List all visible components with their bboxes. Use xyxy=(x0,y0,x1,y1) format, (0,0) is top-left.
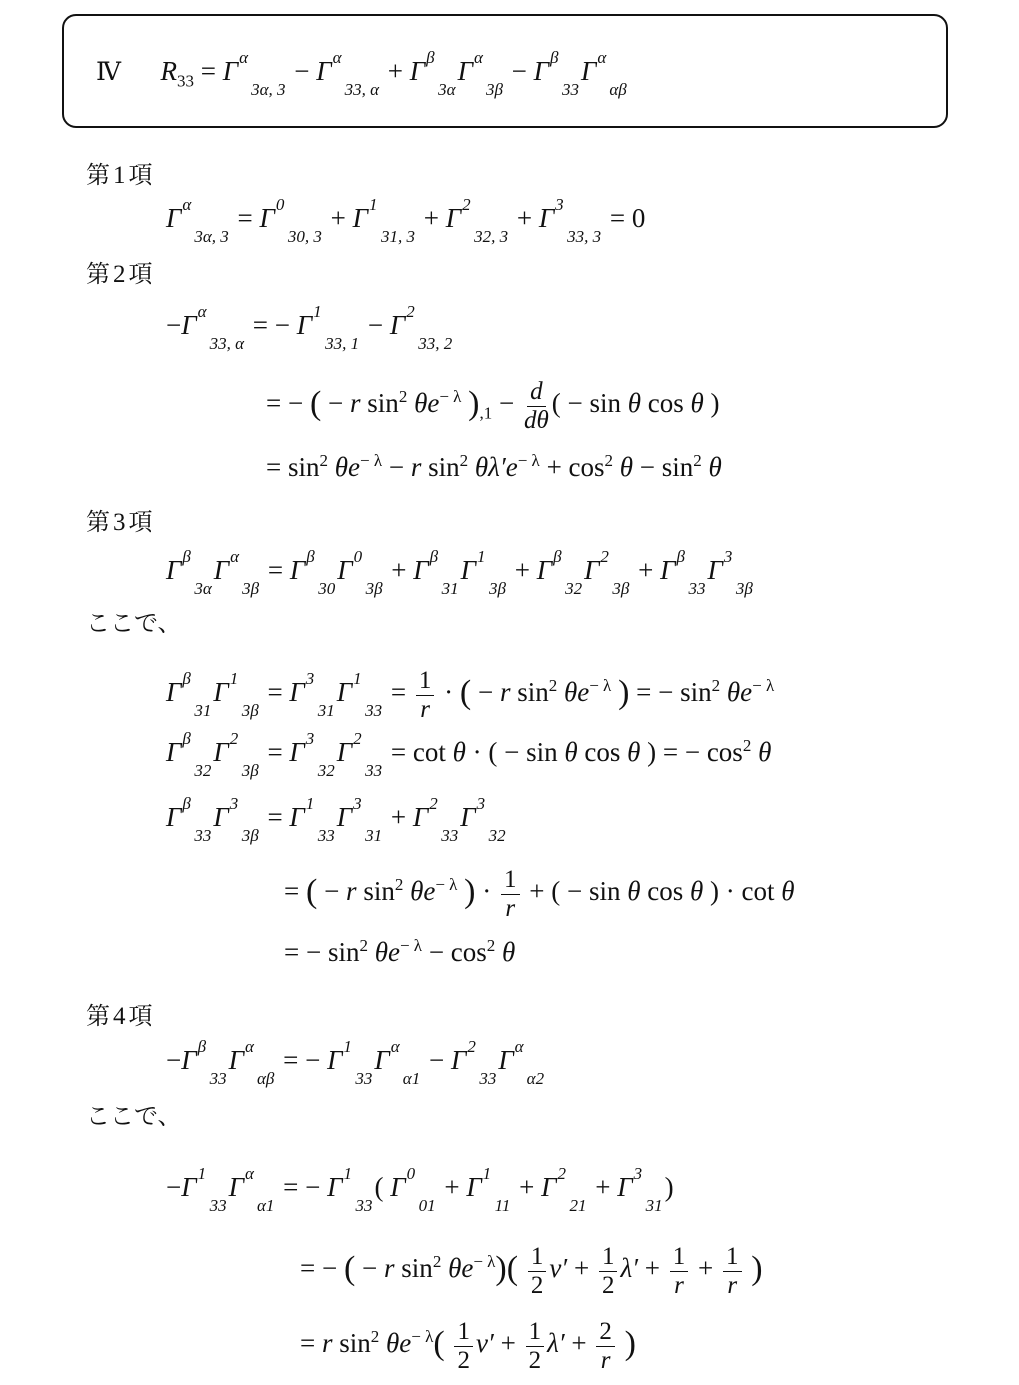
roman-numeral: Ⅳ xyxy=(96,59,121,87)
term-2-line-2: = − ( − r $\sin^2 \theta e^{- \lambda}$ )$_{,1}$ − $\frac{d}{d\theta}$ ( − sin θ cos θ ) xyxy=(266,378,720,434)
term-2-line-1: −Γ α 33, α = − Γ 1 33, 1 − Γ 2 33, 2 xyxy=(166,302,453,353)
term-1-equation: Γ α 3α, 3 = Γ 0 30, 3 + Γ 1 31, 3 + Γ 2 32, 3 + Γ 3 33, 3 = 0 xyxy=(166,195,646,246)
term-4-line-1: −Γ β 33 Γ α αβ = − Γ 1 33 Γ α α1 − Γ 2 33 Γ α α2 xyxy=(166,1037,545,1088)
term-3-line-1: Γ β 3α Γ α 3β = Γ β 30 Γ 0 3β + Γ β 31 Γ 1 3β + Γ β 32 Γ 2 3β + Γ β 33 Γ 3 3β xyxy=(166,547,753,598)
term-4-line-2: −Γ 1 33 Γ α α1 = − Γ 1 33 ( Γ 0 01 + Γ 1 11 + Γ 2 21 + Γ 3 31 ) xyxy=(166,1164,674,1215)
term-3-line-2: Γ β 31 Γ 1 3β = Γ 3 31 Γ 1 33 = $\frac{1}{r}$ · ( − r $\sin^2 \theta e^{- \lambda}$ ) = − $\sin^2 \theta e^{- \lambda}$ xyxy=(166,667,775,723)
term-3-label: 第 3 項 xyxy=(86,508,153,536)
term-3-line-3: Γ β 32 Γ 2 3β = Γ 3 32 Γ 2 33 = cot θ · ( − sin θ cos θ ) = − $\cos^2 \theta$ xyxy=(166,729,772,780)
koko-de-1: ここで、 xyxy=(86,609,182,637)
term-2-line-3: = $\sin^2 \theta e^{- \lambda} - r$ $\sin^2 \theta\lambda'e^{- \lambda} + \cos^2 \theta - \sin^2 \theta$ xyxy=(266,451,722,482)
term-3-line-5: = ( − r $\sin^2 \theta e^{- \lambda}$ ) · $\frac{1}{r}$ + ( − sin θ cos θ ) · cot θ xyxy=(284,866,795,922)
term-3-line-6: = − $\sin^2 \theta e^{- \lambda} - \cos^2 \theta$ xyxy=(284,936,516,967)
heading-formula: Ⅳ $R_{33} = \Gamma$ α 3α, 3 − Γ α 33, α + Γ β 3α Γ α 3β − Γ β 33 Γ α αβ xyxy=(96,48,627,99)
term-1-label: 第 1 項 xyxy=(86,161,153,189)
term-3-line-4: Γ β 33 Γ 3 3β = Γ 1 33 Γ 3 31 + Γ 2 33 Γ 3 32 xyxy=(166,794,506,845)
term-4-line-3: = − ( − r $\sin^2 \theta e^{- \lambda}$)( $\frac{1}{2}$ ν′ + $\frac{1}{2}$ λ′ + $\frac{1}{r}$ + $\frac{1}{r}$ ) xyxy=(300,1243,763,1299)
term-2-label: 第 2 項 xyxy=(86,260,153,288)
koko-de-2: ここで、 xyxy=(86,1102,182,1130)
term-4-line-4: = r $\sin^2 \theta e^{- \lambda}$( $\frac{1}{2}$ ν′ + $\frac{1}{2}$ λ′ + $\frac{2}{r}$ ) xyxy=(300,1318,636,1374)
term-4-label: 第 4 項 xyxy=(86,1002,153,1030)
